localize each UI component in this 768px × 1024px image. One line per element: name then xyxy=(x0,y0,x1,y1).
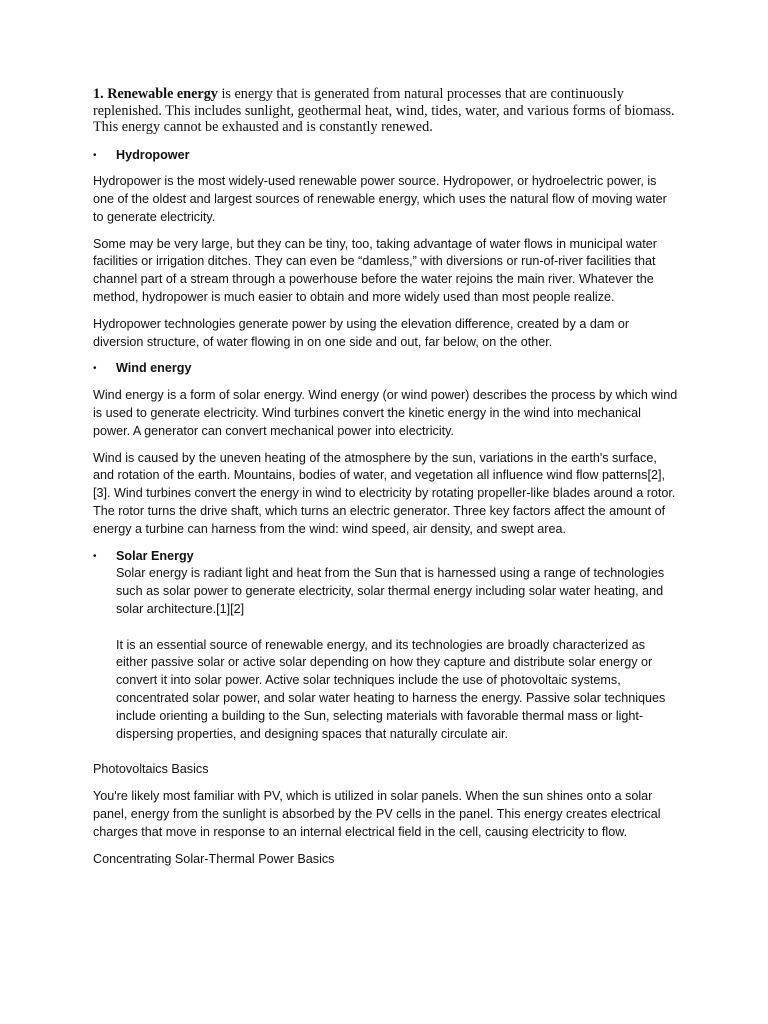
solar-content xyxy=(116,565,678,743)
solar-paragraph-2: It is an essential source of renewable energy, and its technologies are broadly characterized as either passive solar or active solar depending on how they capture and distribute solar energy or convert it into solar power. Active solar techniques include the use of photovoltaic systems, concentrated solar power, and solar water heating to harness the energy. Passive solar techniques include orienting a building to the Sun, selecting materials with favorable thermal mass or light-dispersing properties, and designing spaces that naturally circulate air. xyxy=(116,637,666,741)
intro-lead: 1. Renewable energy xyxy=(93,86,218,102)
bullet-dot-icon: • xyxy=(93,363,97,375)
intro-paragraph xyxy=(93,86,678,136)
wind-paragraph-1: Wind energy is a form of solar energy. Wind energy (or wind power) describes the process by which wind is used to generate electricity. Wind turbines convert the kinetic energy in the wind into mechanical power. A generator can convert mechanical power into electricity. xyxy=(93,388,678,438)
wind-paragraph-2: Wind is caused by the uneven heating of the atmosphere by the sun, variations in the earth's surface, and rotation of the earth. Mountains, bodies of water, and vegetation all influence wind flow patterns[2], [3]. Wind turbines convert the energy in wind to electricity by rotating propeller-like blades around a rotor. The rotor turns the drive shaft, which turns an electric generator. Three key factors affect the amount of energy a turbine can harness from the wind: wind speed, air density, and swept area. xyxy=(93,450,676,536)
section-gap xyxy=(93,743,678,761)
hydropower-paragraph-2: Some may be very large, but they can be tiny, too, taking advantage of water flows in municipal water facilities or irrigation ditches. They can even be “damless,” with diversions or run-of-river facilities that channel part of a stream through a powerhouse before the water rejoins the main river. Whatever the method, hydropower is much easier to obtain and more widely used than most people realize. xyxy=(93,236,657,305)
bullet-dot-icon: • xyxy=(93,149,97,161)
section-heading-solar-energy: Solar Energy xyxy=(116,548,194,563)
bullet-dot-icon: • xyxy=(93,550,97,562)
hydropower-paragraph-3: Hydropower technologies generate power by using the elevation difference, created by a dam or diversion structure, of water flowing in on one side and out, far below, on the other. xyxy=(93,316,630,349)
paragraph-gap xyxy=(116,619,678,637)
intro-text: is energy that is generated from natural processes that are continuously replenished. This includes sunlight, geothermal heat, wind, tides, water, and various forms of biomass. This energy cannot be exhausted and is constantly renewed. xyxy=(93,86,675,135)
subheading-concentrating-solar-thermal: Concentrating Solar-Thermal Power Basics xyxy=(93,851,335,866)
bullet-hydropower xyxy=(93,147,678,165)
bullet-wind-energy xyxy=(93,360,678,378)
subheading-photovoltaics-basics: Photovoltaics Basics xyxy=(93,762,209,777)
hydropower-paragraph-1: Hydropower is the most widely-used renewable power source. Hydropower, or hydroelectric power, is one of the oldest and largest sources of renewable energy, which uses the natural flow of moving water to generate electricity. xyxy=(93,174,667,224)
section-heading-wind-energy: Wind energy xyxy=(116,361,192,376)
section-heading-hydropower: Hydropower xyxy=(116,147,190,162)
bullet-solar-energy xyxy=(93,548,678,566)
solar-paragraph-1: Solar energy is radiant light and heat from the Sun that is harnessed using a range of technologies such as solar power to generate electricity, solar thermal energy including solar water heating, and solar architecture.[1][2] xyxy=(116,566,665,617)
photovoltaics-paragraph: You're likely most familiar with PV, which is utilized in solar panels. When the sun shines onto a solar panel, energy from the sunlight is absorbed by the PV cells in the panel. This energy creates electrical charges that move in response to an internal electrical field in the cell, causing electricity to flow. xyxy=(93,789,661,839)
